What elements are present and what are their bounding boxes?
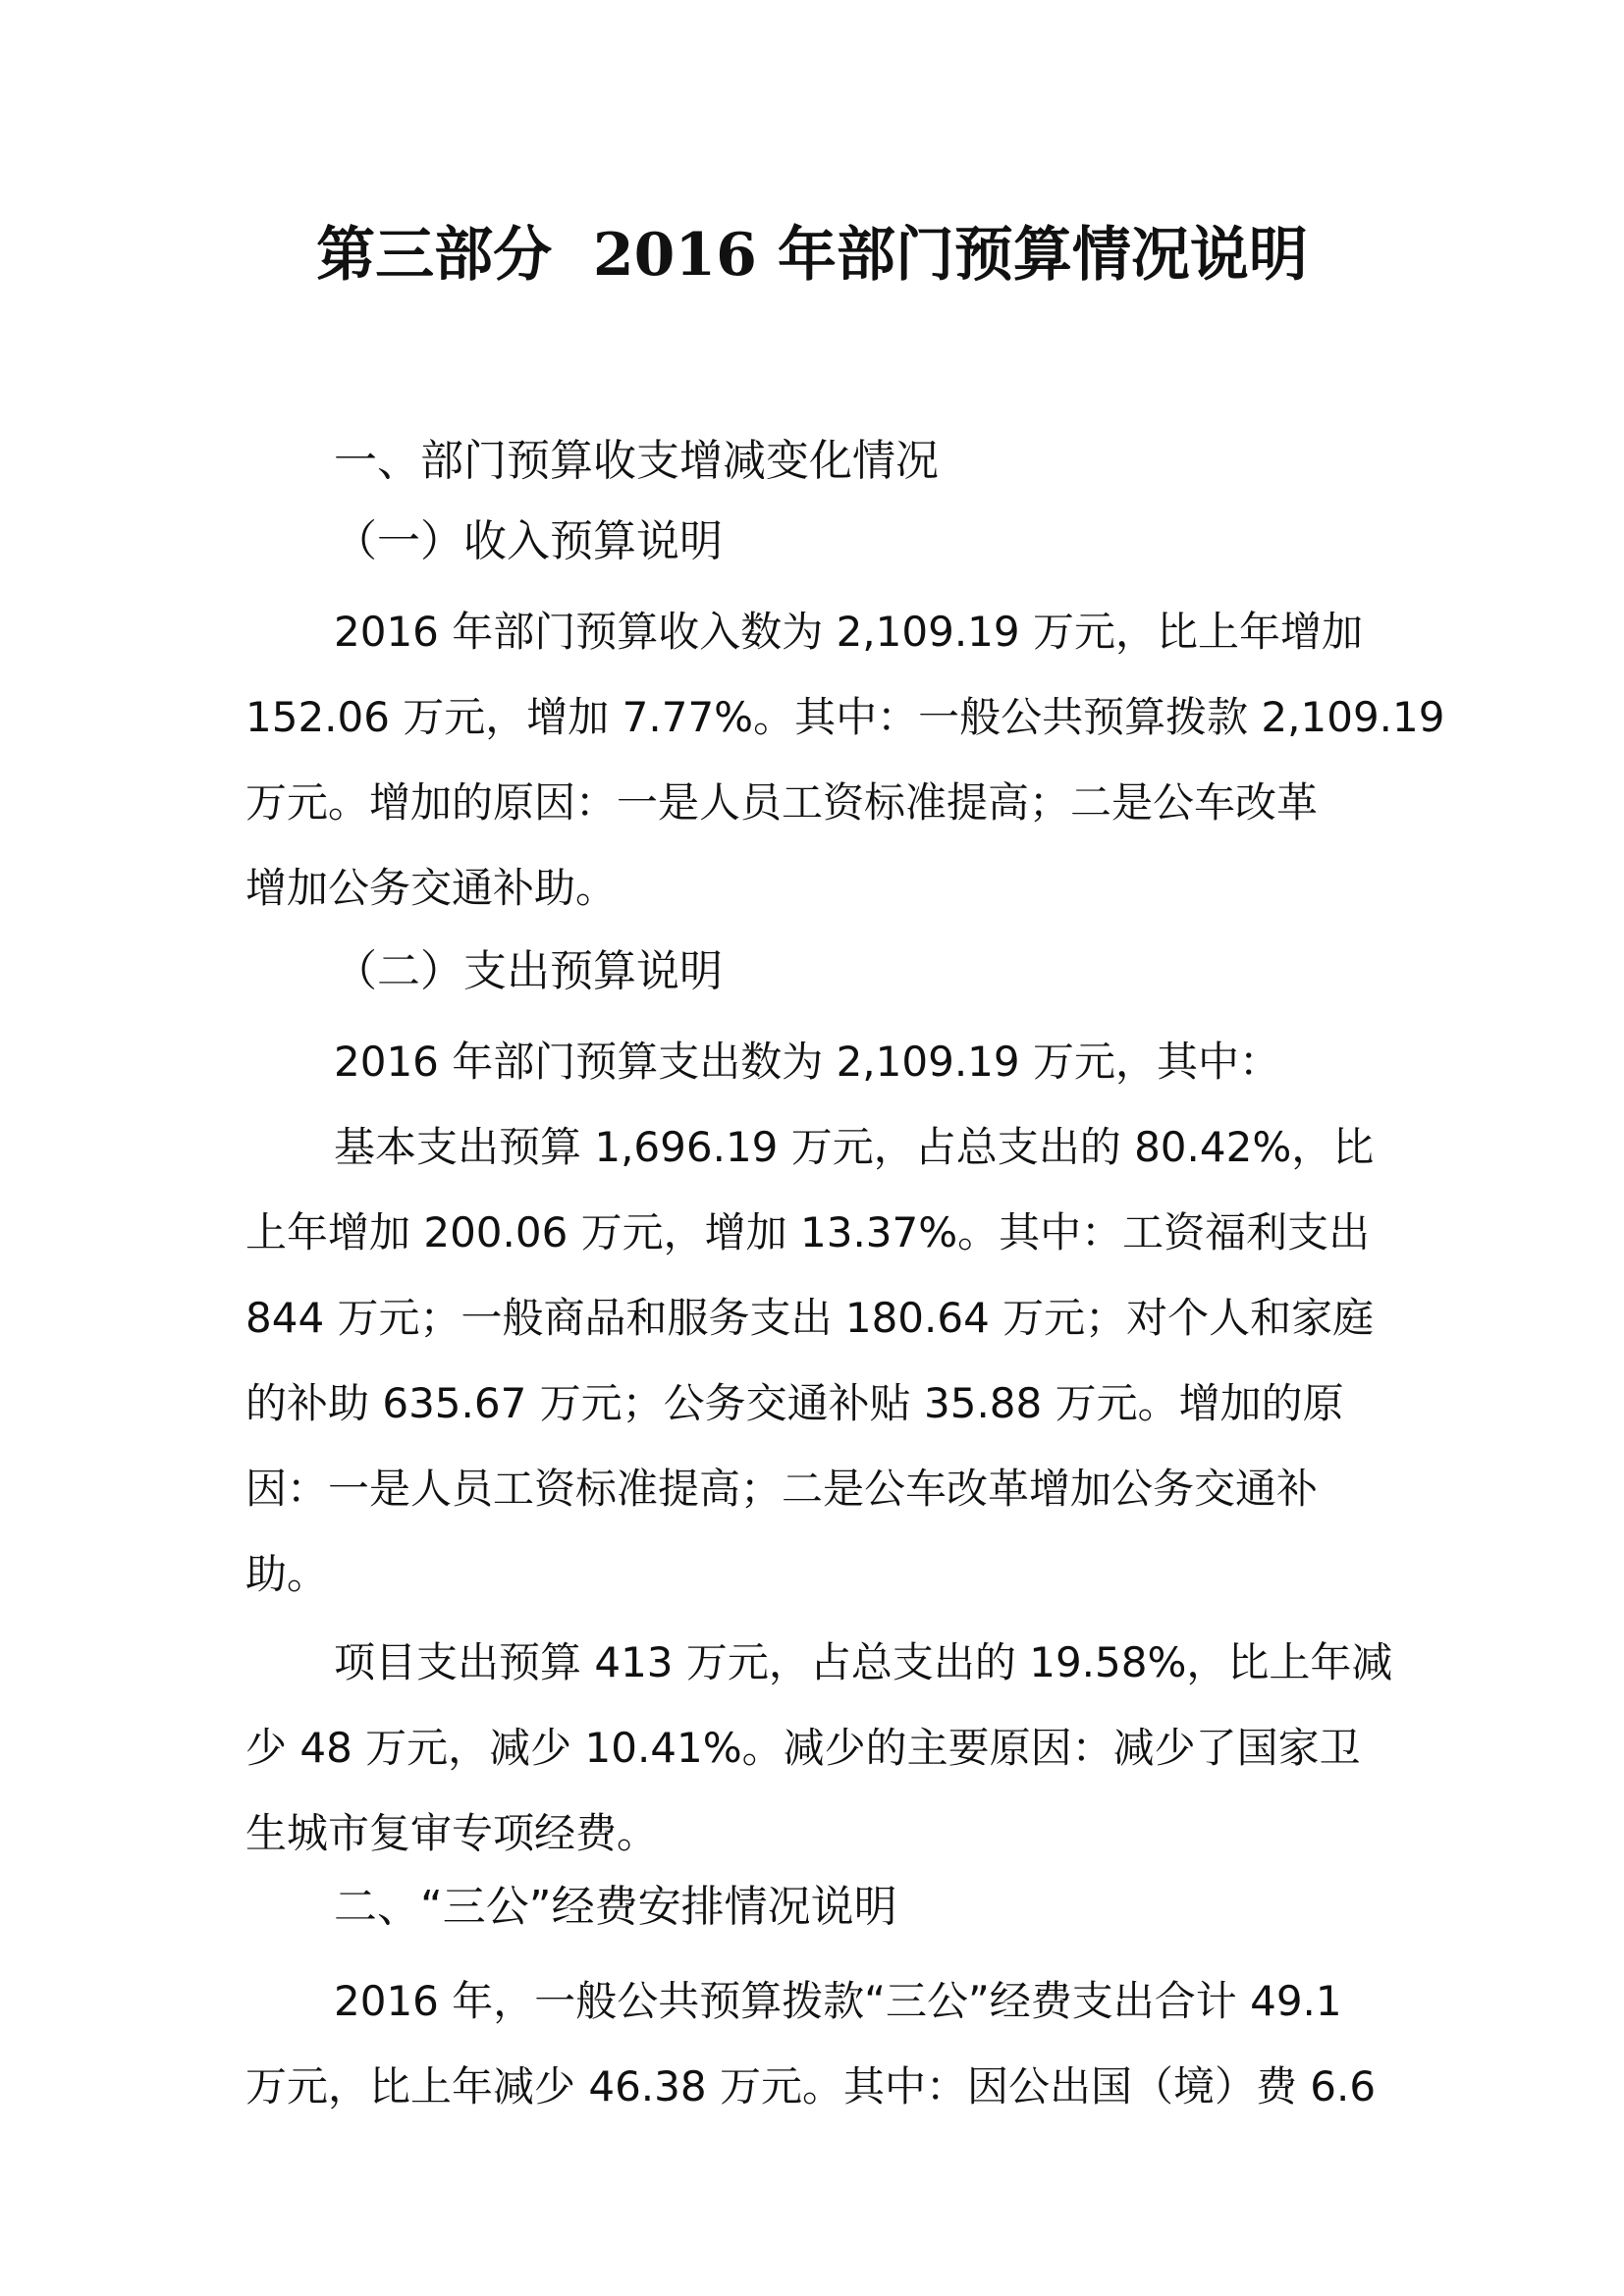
expenditure-intro-paragraph (245, 1019, 1384, 1104)
text-line: 2016 年部门预算收入数为 2,109.19 万元，比上年增加 (334, 608, 1363, 656)
text-line: 万元，比上年减少 46.38 万元。其中：因公出国（境）费 6.6 (245, 2062, 1377, 2110)
text-line: 2016 年，一般公共预算拨款“三公”经费支出合计 49.1 (334, 1977, 1342, 2025)
section-heading-1: 一、部门预算收支增减变化情况 (334, 436, 939, 486)
text-line: 2016 年部门预算支出数为 2,109.19 万元，其中： (334, 1038, 1280, 1086)
basic-expenditure-paragraph (245, 1104, 1384, 1617)
income-paragraph (245, 589, 1445, 931)
text-line: 844 万元；一般商品和服务支出 180.64 万元；对个人和家庭 (245, 1294, 1375, 1342)
text-line: 助。 (245, 1550, 329, 1598)
text-line: 的补助 635.67 万元；公务交通补贴 35.88 万元。增加的原 (245, 1379, 1344, 1427)
project-expenditure-paragraph (245, 1620, 1393, 1876)
text-line: 少 48 万元，减少 10.41%。减少的主要原因：减少了国家卫 (245, 1724, 1361, 1772)
text-line: 上年增加 200.06 万元，增加 13.37%。其中：工资福利支出 (245, 1208, 1371, 1256)
text-line: 基本支出预算 1,696.19 万元，占总支出的 80.42%，比 (334, 1123, 1375, 1171)
text-line: 生城市复审专项经费。 (245, 1809, 659, 1857)
text-line: 项目支出预算 413 万元，占总支出的 19.58%，比上年减 (334, 1638, 1393, 1686)
text-line: 增加公务交通补助。 (245, 864, 618, 912)
text-line: 因：一是人员工资标准提高；二是公车改革增加公务交通补 (245, 1465, 1319, 1513)
text-line: 万元。增加的原因：一是人员工资标准提高；二是公车改革 (245, 778, 1319, 827)
three-public-expenses-paragraph (245, 1958, 1384, 2129)
section-heading-2: 二、“三公”经费安排情况说明 (334, 1882, 897, 1932)
text-line: 152.06 万元，增加 7.77%。其中：一般公共预算拨款 2,109.19 (245, 693, 1445, 741)
page-title: 第三部分 2016 年部门预算情况说明 (316, 221, 1308, 290)
subsection-heading-income: （一）收入预算说明 (334, 516, 723, 566)
subsection-heading-expenditure: （二）支出预算说明 (334, 946, 723, 996)
